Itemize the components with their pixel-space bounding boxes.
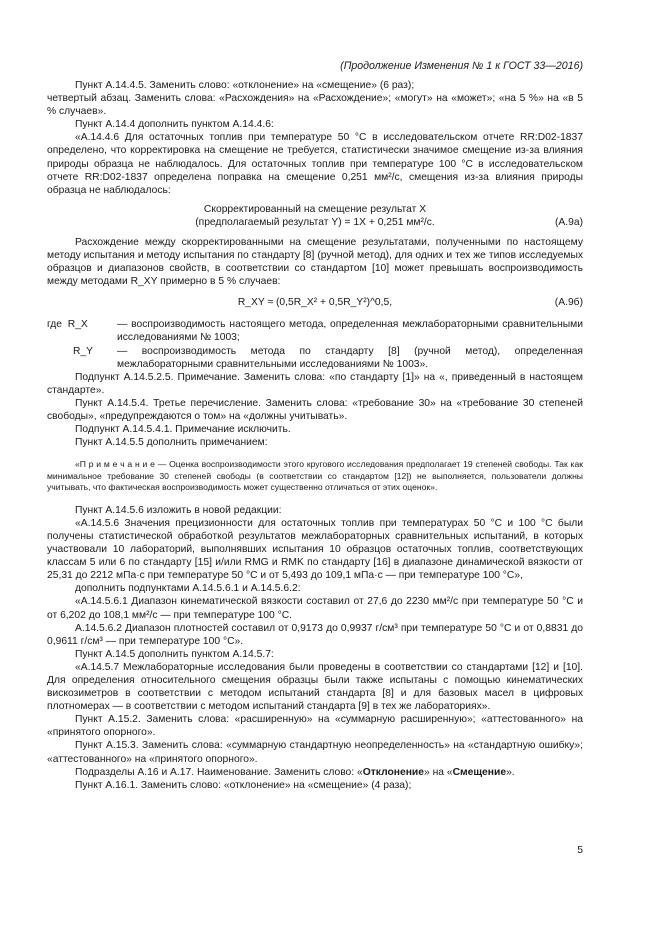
- paragraph: А.14.5.6.2 Диапазон плотностей составил от 0,9173 до 0,9937 г/см³ при температуре 50 °C и от 0,8831 до 0,9611 г/см³ — при температуре 100 °C».: [47, 622, 583, 647]
- paragraph: Подразделы А.16 и А.17. Наименование. Заменить слово: «Отклонение» на «Смещение».: [75, 766, 515, 778]
- paragraph: «А.14.4.6 Для остаточных топлив при температуре 50 °C в исследовательском отчете RR:D02-1837 определено, что корректировка на смещение не требуется, статистически значимое смещение из-за влияния природы образца не наблюдалось. Для остаточных топлив при температуре 100 °C в исследовательском отчете RR:D02-1837 определена поправка на смещение 0,251 мм²/с, смещения из-за влияния природы образца не наблюдалось:: [47, 132, 583, 196]
- formula-a-number: (А.9а): [554, 216, 583, 228]
- document-body: [47, 79, 583, 792]
- note: [47, 459, 583, 494]
- paragraph: «А.14.5.6.1 Диапазон кинематической вязкости составил от 27,6 до 2230 мм²/с при температуре 50 °C и от 6,202 до 108,1 мм²/с — при температуре 100 °C.: [47, 596, 583, 621]
- paragraph: Подпункт А.14.5.2.5. Примечание. Заменить слова: «по стандарту [1]» на «, приведенный в настоящем стандарте».: [47, 371, 583, 396]
- paragraph: Пункт А.14.5.6 изложить в новой редакции:: [75, 504, 282, 516]
- paragraph: Расхождение между скорректированными на смещение результатами, полученными по настоящему методу испытания и методу испытания по стандарту [8] (ручной метод), для одних и тех же типов исследуемых образцов и диапазонов свойств, в соответствии со стандартом [10] может превышать воспроизводимость между методами R_XY примерно в 5 % случаев:: [47, 236, 583, 288]
- note-label: «П р и м е ч а н и е: [75, 459, 155, 470]
- paragraph: четвертый абзац. Заменить слова: «Расхождения» на «Расхождение»; «могут» на «может»; «на 5 %» на «в 5 % случаев».: [47, 93, 583, 118]
- paragraph: «А.14.5.7 Межлабораторные исследования были проведены в соответствии со стандартами [12] и [10]. Для определения относительного смещения образцы были также испытаны с помощью кинематических вискозиметров в соответствии с методом испытаний стандарта [8] и для базовых масел в цифровых плотномерах — в соответствии с методом испытаний стандарта [9] в тех же лабораториях».: [47, 661, 583, 713]
- paragraph: Пункт А.14.4.5. Заменить слово: «отклонение» на «смещение» (6 раз);: [75, 80, 415, 91]
- running-header: (Продолжение Изменения № 1 к ГОСТ 33—2016): [340, 60, 583, 72]
- paragraph: «А.14.5.6 Значения прецизионности для остаточных топлив при температурах 50 °C и 100 °C были получены статистической обработкой результатов межлабораторных сравнительных испытаний, в которых участвовали 10 лабораторий, выполнявших испытания 10 образцов остаточных топлив, соответствующих классам 5 или 6 по стандарту [15] и/или RMG и RMK по стандарту [16] в диапазоне динамической вязкости от 25,31 до 2212 мПа·с при температуре 50 °C и от 5,493 до 109,1 мПа·с — при температуре 100 °C»,: [47, 517, 583, 582]
- paragraph: Пункт А.14.4 дополнить пунктом А.14.4.6:: [75, 119, 274, 131]
- paragraph: Пункт А.14.5.5 дополнить примечанием:: [75, 437, 268, 449]
- paragraph: дополнить подпунктами А.14.5.6.1 и А.14.5.6.2:: [75, 583, 301, 595]
- paragraph: Пункт А.14.5.4. Третье перечисление. Заменить слова: «требование 30» на «требование 30 степеней свободы», «предупреждаются о том» на «должны учитывать».: [47, 397, 583, 422]
- paragraph: Пункт А.16.1. Заменить слово: «отклонение» на «смещение» (4 раза);: [75, 779, 412, 791]
- formula-a-line1: Скорректированный на смещение результат X: [203, 203, 427, 215]
- symbol-ry: R_Y: [73, 345, 94, 357]
- where-rx: [47, 318, 583, 344]
- formula-a-row: [47, 216, 583, 230]
- where-ry: [47, 345, 583, 371]
- paragraph: Пункт А.14.5 дополнить пунктом А.14.5.7:: [75, 648, 274, 660]
- where-rx-text: — воспроизводимость настоящего метода, определенная межлабораторными сравнительными исследованиями № 1003;: [117, 319, 583, 344]
- note-text: — Оценка воспроизводимости этого кругового исследования предполагает 19 степеней свободы. Так как минимальное требование 30 степеней свободы (в соответствии со стандартом [12]) не выполняется, пользователи должны учитывать, что фактическая воспроизводимость может существенно отличаться от этих оценок».: [47, 459, 583, 493]
- page-number: 5: [577, 845, 583, 856]
- formula-b: R_XY ≈ (0,5R_X² + 0,5R_Y²)^0,5,: [237, 297, 393, 309]
- formula-a-line2: (предполагаемый результат Y) = 1X + 0,251 мм²/с.: [195, 216, 435, 228]
- paragraph: Пункт А.15.3. Заменить слова: «суммарную стандартную неопределенность» на «стандартную ошибку»; «аттестованного» на «принятого опорного».: [47, 740, 583, 765]
- paragraph: Пункт А.15.2. Заменить слова: «расширенную» на «суммарную расширенную»; «аттестованного» на «принятого опорного».: [47, 714, 583, 739]
- paragraph: Подпункт А.14.5.4.1. Примечание исключить.: [75, 424, 291, 436]
- formula-b-number: (А.9б): [554, 297, 583, 309]
- formula-b-row: [47, 296, 583, 310]
- where-ry-text: — воспроизводимость метода по стандарту [8] (ручной метод), определенная межлабораторными сравнительными исследованиями № 1003».: [117, 345, 583, 370]
- symbol-rx: R_X: [67, 319, 88, 331]
- where-label: где: [47, 319, 63, 331]
